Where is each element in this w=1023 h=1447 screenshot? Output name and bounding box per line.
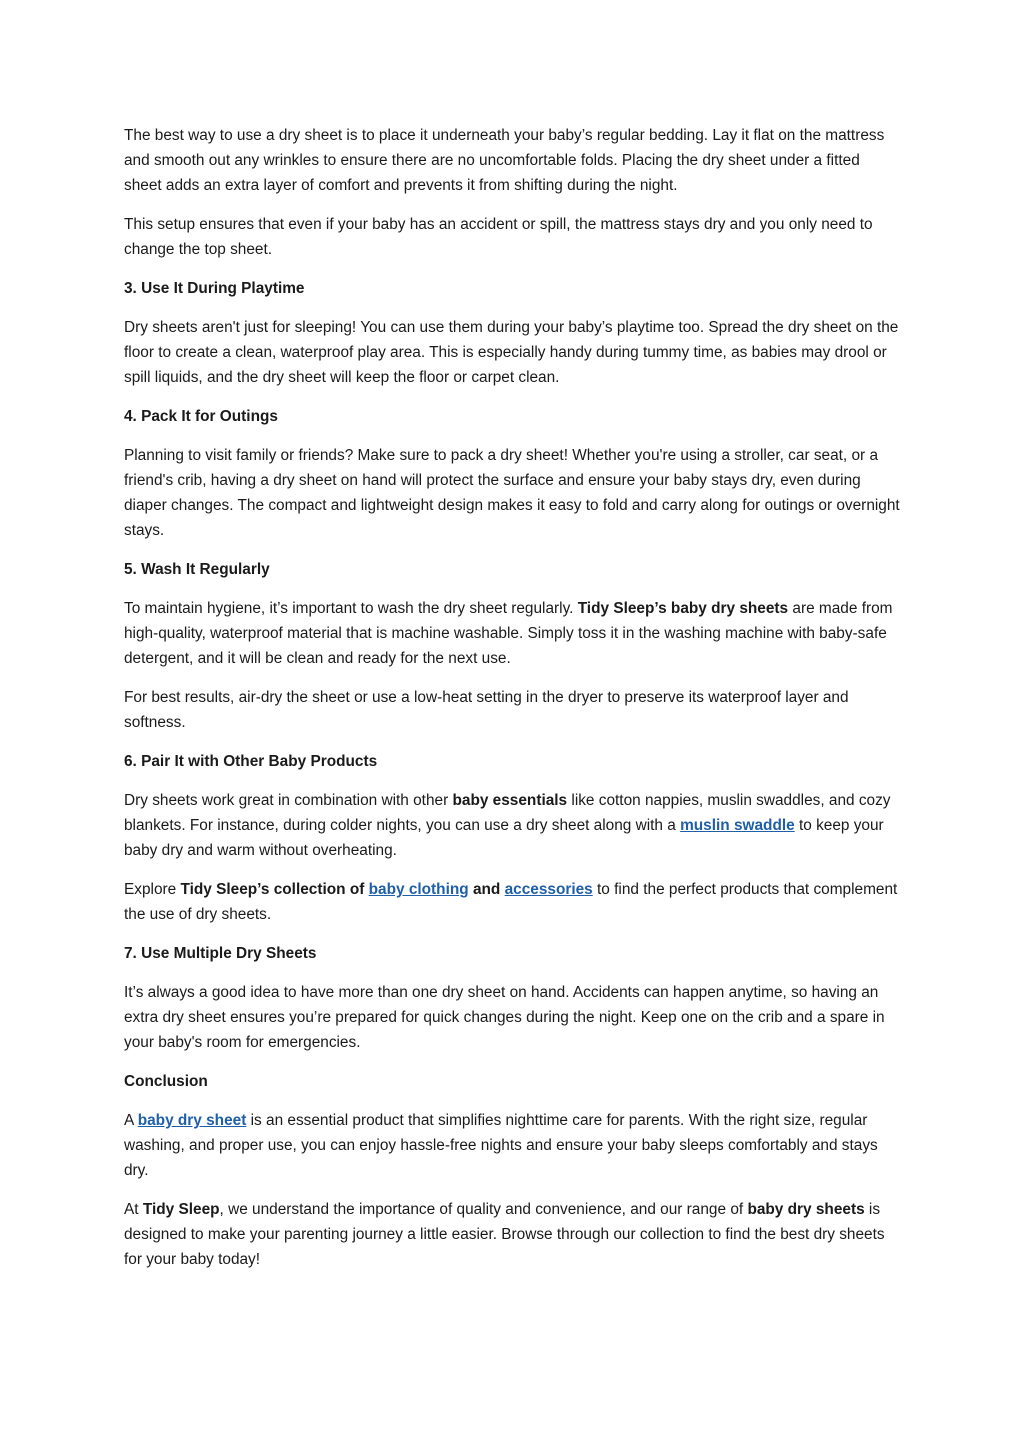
heading-conclusion: Conclusion xyxy=(124,1073,208,1090)
paragraph-placement: The best way to use a dry sheet is to place it underneath your baby’s regular bedding. Lay it flat on the mattress and smooth out any wrinkles to ensure there are no uncomfortable folds. Placing the dry sheet under a fitted sheet adds an extra layer of comfort and prevents it from shifting during the night. xyxy=(124,127,885,194)
article-body xyxy=(124,123,900,1286)
paragraph-explore xyxy=(124,877,900,927)
bold-and: and xyxy=(468,881,505,898)
bold-baby-essentials: baby essentials xyxy=(452,792,568,809)
paragraph-conclusion xyxy=(124,1108,900,1183)
bold-collection: Tidy Sleep’s collection of xyxy=(180,881,369,898)
text-span: A xyxy=(124,1112,138,1129)
paragraph-multiple: It’s always a good idea to have more than one dry sheet on hand. Accidents can happen anytime, so having an extra dry sheet ensures you’re prepared for quick changes during the night. Keep one on the crib and a spare in your baby's room for emergencies. xyxy=(124,984,885,1051)
paragraph-air-dry: For best results, air-dry the sheet or use a low-heat setting in the dryer to preserve its waterproof layer and softness. xyxy=(124,689,849,731)
paragraph-closing xyxy=(124,1197,900,1272)
heading-outings: 4. Pack It for Outings xyxy=(124,408,278,425)
text-span: is an essential product that simplifies nighttime care for parents. With the right size, regular washing, and proper use, you can enjoy hassle-free nights and ensure your baby sleeps comfortably and stays dry. xyxy=(124,1112,878,1179)
text-span: is designed to make your parenting journey a little easier. Browse through our collection to find the best dry sheets for your baby today! xyxy=(124,1201,885,1268)
text-span: to keep your baby dry and warm without overheating. xyxy=(124,817,884,859)
text-span: To maintain hygiene, it’s important to wash the dry sheet regularly. xyxy=(124,600,578,617)
paragraph-outings: Planning to visit family or friends? Make sure to pack a dry sheet! Whether you're using a stroller, car seat, or a friend's crib, having a dry sheet on hand will protect the surface and ensure your baby stays dry, even during diaper changes. The compact and lightweight design makes it easy to fold and carry along for outings or overnight stays. xyxy=(124,447,900,539)
baby-dry-sheet-link[interactable]: baby dry sheet xyxy=(137,1112,247,1129)
heading-pair: 6. Pair It with Other Baby Products xyxy=(124,753,378,770)
paragraph-setup: This setup ensures that even if your baby has an accident or spill, the mattress stays dry and you only need to change the top sheet. xyxy=(124,216,873,258)
heading-multiple: 7. Use Multiple Dry Sheets xyxy=(124,945,317,962)
heading-wash: 5. Wash It Regularly xyxy=(124,561,270,578)
text-span: At xyxy=(124,1201,143,1218)
text-span: to find the perfect products that complement the use of dry sheets. xyxy=(124,881,898,923)
bold-baby-dry-sheets: baby dry sheets xyxy=(747,1201,865,1218)
muslin-swaddle-link[interactable]: muslin swaddle xyxy=(680,817,795,834)
bold-brand-product: Tidy Sleep’s baby dry sheets xyxy=(577,600,789,617)
text-span: Explore xyxy=(124,881,181,898)
text-span: like cotton nappies, muslin swaddles, and cozy blankets. For instance, during colder nights, you can use a dry sheet along with a xyxy=(124,792,891,834)
heading-playtime: 3. Use It During Playtime xyxy=(124,280,305,297)
paragraph-playtime: Dry sheets aren't just for sleeping! You can use them during your baby’s playtime too. Spread the dry sheet on the floor to create a clean, waterproof play area. This is especially handy during tummy time, as babies may drool or spill liquids, and the dry sheet will keep the floor or carpet clean. xyxy=(124,319,899,386)
text-span: are made from high-quality, waterproof material that is machine washable. Simply toss it in the washing machine with baby-safe detergent, and it will be clean and ready for the next use. xyxy=(124,600,893,667)
paragraph-wash xyxy=(124,596,900,671)
bold-tidy-sleep: Tidy Sleep xyxy=(142,1201,220,1218)
accessories-link[interactable]: accessories xyxy=(504,881,593,898)
baby-clothing-link[interactable]: baby clothing xyxy=(368,881,469,898)
text-span: , we understand the importance of quality and convenience, and our range of xyxy=(219,1201,748,1218)
paragraph-pair xyxy=(124,788,900,863)
text-span: Dry sheets work great in combination with other xyxy=(124,792,453,809)
